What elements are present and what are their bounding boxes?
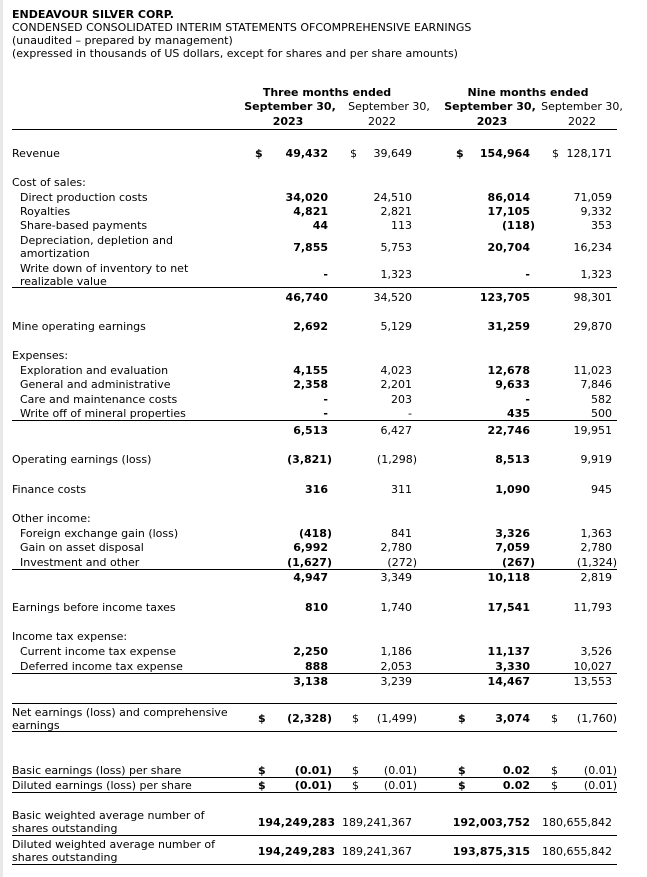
left-border bbox=[0, 0, 3, 877]
row-label: Current income tax expense bbox=[20, 645, 176, 658]
section-label: Expenses: bbox=[12, 349, 69, 362]
col1-year: 2023 bbox=[272, 115, 304, 128]
value-9m-2023: (118) bbox=[501, 219, 535, 232]
col1-period: September 30, bbox=[244, 100, 336, 113]
row-label-line1: Depreciation, depletion and bbox=[20, 234, 173, 247]
header-rule bbox=[12, 129, 617, 130]
col3-period: September 30, bbox=[444, 100, 536, 113]
value-9m-2022: 9,332 bbox=[580, 205, 612, 218]
value-q3-2023: 194,249,283 bbox=[257, 816, 335, 829]
value-q3-2023: (1,627) bbox=[287, 556, 332, 569]
value-q3-2022: 24,510 bbox=[373, 191, 412, 204]
value-9m-2023: 14,467 bbox=[487, 675, 530, 688]
value-9m-2022: 128,171 bbox=[566, 147, 612, 160]
value-q3-2023: 4,155 bbox=[293, 364, 328, 377]
row-label-line1: Net earnings (loss) and comprehensive bbox=[12, 706, 228, 719]
value-9m-2023: 193,875,315 bbox=[452, 845, 530, 858]
value-9m-2022: (1,760) bbox=[576, 712, 617, 725]
row-label-line2: amortization bbox=[20, 247, 90, 260]
value-q3-2022: 5,129 bbox=[380, 320, 412, 333]
value-q3-2022: 3,349 bbox=[380, 571, 412, 584]
currency-symbol: $ bbox=[258, 779, 266, 792]
value-q3-2022: 4,023 bbox=[380, 364, 412, 377]
value-9m-2022: 16,234 bbox=[573, 241, 612, 254]
row-label: Revenue bbox=[12, 147, 60, 160]
value-9m-2023: 17,105 bbox=[487, 205, 530, 218]
row-label: General and administrative bbox=[20, 378, 171, 391]
col2-year: 2022 bbox=[368, 115, 396, 128]
value-9m-2022: 180,655,842 bbox=[542, 816, 612, 829]
value-9m-2023: 3,326 bbox=[495, 527, 530, 540]
row-label: Gain on asset disposal bbox=[20, 541, 144, 554]
row-label-line1: Diluted weighted average number of bbox=[12, 838, 216, 851]
value-9m-2022: 19,951 bbox=[573, 424, 612, 437]
value-9m-2023: 192,003,752 bbox=[452, 816, 530, 829]
value-q3-2023: 6,992 bbox=[293, 541, 328, 554]
value-9m-2023: 0.02 bbox=[502, 779, 530, 792]
value-q3-2023: 34,020 bbox=[285, 191, 328, 204]
value-q3-2022: 189,241,367 bbox=[342, 845, 412, 858]
value-9m-2023: 22,746 bbox=[487, 424, 530, 437]
value-9m-2023: 10,118 bbox=[487, 571, 530, 584]
currency-symbol: $ bbox=[255, 147, 263, 160]
value-9m-2023: 7,059 bbox=[495, 541, 530, 554]
value-q3-2023: (0.01) bbox=[294, 779, 332, 792]
value-q3-2022: (272) bbox=[387, 556, 417, 569]
value-q3-2023: (3,821) bbox=[287, 453, 332, 466]
col3-year: 2023 bbox=[476, 115, 508, 128]
subtotal-rule bbox=[12, 673, 617, 674]
subtotal-rule bbox=[12, 287, 617, 288]
net-earnings-bottom-rule bbox=[12, 731, 617, 732]
row-label-line2: shares outstanding bbox=[12, 822, 118, 835]
currency-symbol: $ bbox=[352, 779, 359, 792]
value-9m-2022: 582 bbox=[591, 393, 612, 406]
shares-bottom-rule bbox=[12, 864, 617, 865]
value-q3-2023: 316 bbox=[305, 483, 328, 496]
value-9m-2022: 2,780 bbox=[580, 541, 612, 554]
statement-header bbox=[12, 8, 471, 60]
row-label: Operating earnings (loss) bbox=[12, 453, 152, 466]
value-9m-2022: 9,919 bbox=[580, 453, 612, 466]
value-q3-2022: 2,201 bbox=[380, 378, 412, 391]
currency-symbol: $ bbox=[551, 712, 558, 725]
row-label: Direct production costs bbox=[20, 191, 148, 204]
value-9m-2022: 71,059 bbox=[573, 191, 612, 204]
value-9m-2022: 2,819 bbox=[580, 571, 612, 584]
value-9m-2022: 180,655,842 bbox=[542, 845, 612, 858]
row-label: Foreign exchange gain (loss) bbox=[20, 527, 179, 540]
value-9m-2023: 11,137 bbox=[487, 645, 530, 658]
value-q3-2023: 888 bbox=[305, 660, 328, 673]
currency-symbol: $ bbox=[352, 712, 359, 725]
row-label: Earnings before income taxes bbox=[12, 601, 176, 614]
value-q3-2023: 4,821 bbox=[293, 205, 328, 218]
row-label: Mine operating earnings bbox=[12, 320, 146, 333]
value-9m-2023: - bbox=[525, 268, 530, 281]
value-q3-2022: 1,186 bbox=[380, 645, 412, 658]
value-9m-2023: 12,678 bbox=[487, 364, 530, 377]
three-months-header: Three months ended bbox=[262, 86, 392, 99]
value-q3-2023: 2,358 bbox=[293, 378, 328, 391]
value-9m-2023: 3,330 bbox=[495, 660, 530, 673]
row-label: Care and maintenance costs bbox=[20, 393, 178, 406]
value-q3-2023: 194,249,283 bbox=[257, 845, 335, 858]
row-label-line1: Basic weighted average number of bbox=[12, 809, 205, 822]
value-q3-2023: (418) bbox=[298, 527, 332, 540]
value-q3-2022: 39,649 bbox=[373, 147, 412, 160]
value-9m-2022: 10,027 bbox=[573, 660, 612, 673]
value-q3-2023: 3,138 bbox=[293, 675, 328, 688]
currency-symbol: $ bbox=[551, 779, 558, 792]
value-9m-2023: 123,705 bbox=[479, 291, 530, 304]
currency-symbol: $ bbox=[458, 712, 466, 725]
value-9m-2023: 86,014 bbox=[487, 191, 530, 204]
eps-rule bbox=[12, 777, 617, 778]
value-q3-2023: 2,250 bbox=[293, 645, 328, 658]
value-q3-2022: (1,298) bbox=[376, 453, 417, 466]
value-9m-2023: 154,964 bbox=[479, 147, 530, 160]
row-label: Basic earnings (loss) per share bbox=[12, 764, 182, 777]
currency-symbol: $ bbox=[352, 764, 359, 777]
value-9m-2023: 3,074 bbox=[495, 712, 530, 725]
section-label: Cost of sales: bbox=[12, 176, 86, 189]
row-label: Investment and other bbox=[20, 556, 140, 569]
value-9m-2022: 29,870 bbox=[573, 320, 612, 333]
value-9m-2022: 3,526 bbox=[580, 645, 612, 658]
value-q3-2022: 1,740 bbox=[380, 601, 412, 614]
value-9m-2023: 9,633 bbox=[495, 378, 530, 391]
value-9m-2022: 1,323 bbox=[580, 268, 612, 281]
currency-symbol: $ bbox=[456, 147, 464, 160]
row-label-line2: shares outstanding bbox=[12, 851, 118, 864]
value-9m-2022: (0.01) bbox=[583, 779, 617, 792]
row-label: Write off of mineral properties bbox=[20, 407, 186, 420]
value-q3-2023: (0.01) bbox=[294, 764, 332, 777]
value-q3-2023: 810 bbox=[305, 601, 328, 614]
value-9m-2022: 98,301 bbox=[573, 291, 612, 304]
currency-symbol: $ bbox=[552, 147, 559, 160]
value-9m-2023: 435 bbox=[507, 407, 530, 420]
value-q3-2023: 49,432 bbox=[285, 147, 328, 160]
value-q3-2023: (2,328) bbox=[287, 712, 332, 725]
value-q3-2023: - bbox=[323, 407, 328, 420]
value-q3-2022: 2,053 bbox=[380, 660, 412, 673]
row-label: Share-based payments bbox=[20, 219, 148, 232]
value-9m-2023: 17,541 bbox=[487, 601, 530, 614]
row-label: Exploration and evaluation bbox=[20, 364, 169, 377]
value-q3-2022: 203 bbox=[391, 393, 412, 406]
statement-title: CONDENSED CONSOLIDATED INTERIM STATEMENTS OFCOMPREHENSIVE EARNINGS bbox=[12, 21, 472, 34]
value-q3-2023: - bbox=[323, 268, 328, 281]
currency-symbol: $ bbox=[458, 779, 466, 792]
row-label-line2: realizable value bbox=[20, 275, 107, 288]
value-q3-2022: 311 bbox=[391, 483, 412, 496]
row-label-line1: Write down of inventory to net bbox=[20, 262, 189, 275]
value-9m-2023: 8,513 bbox=[495, 453, 530, 466]
currency-symbol: $ bbox=[258, 712, 266, 725]
units-note: (expressed in thousands of US dollars, except for shares and per share amounts) bbox=[12, 47, 458, 60]
value-q3-2023: - bbox=[323, 393, 328, 406]
section-label: Other income: bbox=[12, 512, 91, 525]
value-q3-2023: 46,740 bbox=[285, 291, 328, 304]
value-q3-2022: 113 bbox=[391, 219, 412, 232]
audit-note: (unaudited – prepared by management) bbox=[12, 34, 233, 47]
row-label-line2: earnings bbox=[12, 719, 60, 732]
nine-months-header: Nine months ended bbox=[467, 86, 589, 99]
subtotal-rule bbox=[12, 420, 617, 421]
value-q3-2023: 2,692 bbox=[293, 320, 328, 333]
value-9m-2022: 7,846 bbox=[580, 378, 612, 391]
value-9m-2022: 11,023 bbox=[573, 364, 612, 377]
value-9m-2022: (0.01) bbox=[583, 764, 617, 777]
value-q3-2023: 44 bbox=[312, 219, 328, 232]
value-q3-2023: 7,855 bbox=[293, 241, 328, 254]
company-name: ENDEAVOUR SILVER CORP. bbox=[12, 8, 174, 21]
value-q3-2022: 6,427 bbox=[380, 424, 412, 437]
value-9m-2023: (267) bbox=[501, 556, 535, 569]
value-9m-2022: 500 bbox=[591, 407, 612, 420]
value-9m-2023: 0.02 bbox=[502, 764, 530, 777]
value-q3-2022: - bbox=[408, 407, 412, 420]
value-9m-2022: 945 bbox=[591, 483, 612, 496]
value-9m-2022: 353 bbox=[591, 219, 612, 232]
value-q3-2023: 6,513 bbox=[293, 424, 328, 437]
value-9m-2022: 1,363 bbox=[580, 527, 612, 540]
section-label: Income tax expense: bbox=[12, 630, 128, 643]
col4-period: September 30, bbox=[541, 100, 623, 113]
currency-symbol: $ bbox=[258, 764, 266, 777]
value-q3-2022: (0.01) bbox=[383, 764, 417, 777]
value-q3-2022: 2,821 bbox=[380, 205, 412, 218]
eps-bottom-rule bbox=[12, 792, 617, 793]
currency-symbol: $ bbox=[350, 147, 357, 160]
value-q3-2022: 2,780 bbox=[380, 541, 412, 554]
row-label: Deferred income tax expense bbox=[20, 660, 183, 673]
value-9m-2022: 11,793 bbox=[573, 601, 612, 614]
value-q3-2022: 189,241,367 bbox=[342, 816, 412, 829]
col2-period: September 30, bbox=[348, 100, 430, 113]
subtotal-rule bbox=[12, 569, 617, 570]
value-q3-2022: (1,499) bbox=[376, 712, 417, 725]
value-q3-2022: 3,239 bbox=[380, 675, 412, 688]
value-q3-2022: 5,753 bbox=[380, 241, 412, 254]
net-earnings-top-rule bbox=[12, 703, 617, 704]
currency-symbol: $ bbox=[458, 764, 466, 777]
value-q3-2023: 4,947 bbox=[293, 571, 328, 584]
value-9m-2023: 1,090 bbox=[495, 483, 530, 496]
value-q3-2022: 1,323 bbox=[380, 268, 412, 281]
currency-symbol: $ bbox=[551, 764, 558, 777]
value-q3-2022: (0.01) bbox=[383, 779, 417, 792]
value-9m-2023: 31,259 bbox=[487, 320, 530, 333]
value-q3-2022: 34,520 bbox=[373, 291, 412, 304]
value-9m-2022: (1,324) bbox=[576, 556, 617, 569]
row-label: Finance costs bbox=[12, 483, 87, 496]
value-9m-2023: 20,704 bbox=[487, 241, 530, 254]
value-9m-2023: - bbox=[525, 393, 530, 406]
value-9m-2022: 13,553 bbox=[573, 675, 612, 688]
shares-rule bbox=[12, 835, 617, 836]
col4-year: 2022 bbox=[568, 115, 596, 128]
row-label: Royalties bbox=[20, 205, 71, 218]
row-label: Diluted earnings (loss) per share bbox=[12, 779, 192, 792]
value-q3-2022: 841 bbox=[391, 527, 412, 540]
